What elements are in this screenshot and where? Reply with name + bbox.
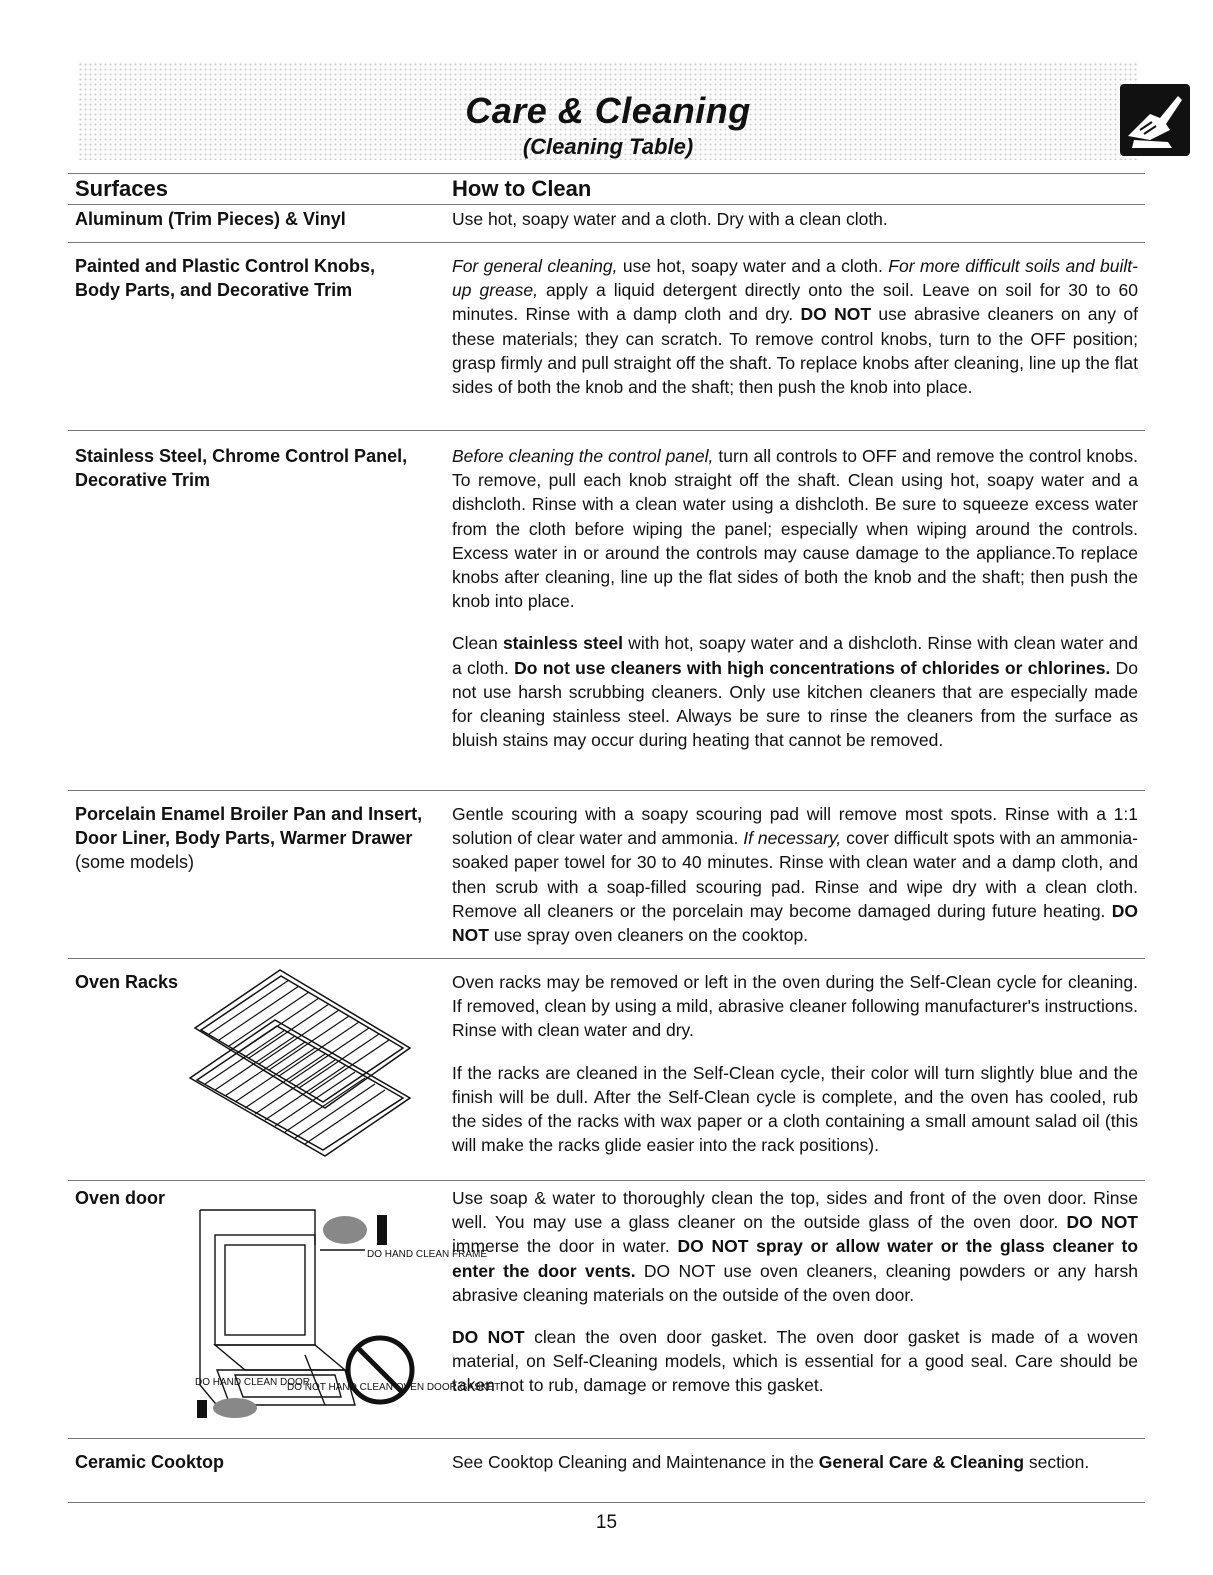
how-to-clean-header: How to Clean <box>452 176 592 201</box>
oven-door-illustration <box>195 1205 501 1435</box>
surfaces-header: Surfaces <box>75 176 168 201</box>
divider <box>68 1502 1145 1503</box>
clean-text: See Cooktop Cleaning and Maintenance in the <box>452 1452 819 1472</box>
divider <box>68 204 1145 205</box>
clean-text-bold: DO NOT <box>452 1327 525 1348</box>
clean-ceramic-cooktop <box>452 1450 1138 1486</box>
clean-text: If the racks are cleaned in the Self-Clean cycle, their color will turn slightly blue and the finish will be dull. After the Self-Clean cycle is complete, and the oven has cooled, rub the sides of the racks with wax paper or a cloth containing a small amount salad oil (this will make the racks glide easier into the rack positions). <box>452 1062 1138 1156</box>
surface-painted-plastic: Painted and Plastic Control Knobs, Body Parts, and Decorative Trim <box>75 256 376 300</box>
surface-stainless-steel: Stainless Steel, Chrome Control Panel, Decorative Trim <box>75 446 408 490</box>
clean-stainless-steel <box>452 444 1138 764</box>
clean-text-bold: DO NOT <box>800 304 872 325</box>
clean-text: immerse the door in water. <box>452 1236 678 1257</box>
clean-text: with hot, soapy water and a dishcloth. Rinse with clean water and a cloth. <box>452 633 1138 678</box>
page-title: Care & Cleaning <box>465 90 751 131</box>
clean-oven-door <box>452 1186 1138 1410</box>
divider <box>68 173 1145 174</box>
clean-text-bold: DO NOT <box>1066 1212 1138 1233</box>
divider <box>68 430 1145 431</box>
clean-text: use spray oven cleaners on the cooktop. <box>488 925 809 946</box>
clean-text-italic: For more difficult soils and built-up grease, <box>452 256 1138 301</box>
clean-text-italic: Before cleaning the control panel, <box>452 446 714 466</box>
surface-aluminum: Aluminum (Trim Pieces) & Vinyl <box>75 209 346 229</box>
surface-ceramic-cooktop: Ceramic Cooktop <box>75 1452 225 1472</box>
page-number: 15 <box>595 1512 618 1533</box>
clean-text: Use hot, soapy water and a cloth. Dry with a clean cloth. <box>452 209 888 229</box>
clean-text: clean the oven door gasket. The oven door gasket is made of a woven material, on Self-Cleaning models, which is essential for a good seal. Care should be taken not to rub, damage or remove this gasket. <box>452 1327 1139 1396</box>
clean-text: Use soap & water to thoroughly clean the top, sides and front of the oven door. Rinse well. You may use a glass cleaner on the outside glass of the oven door. <box>452 1188 1138 1233</box>
clean-text-bold: stainless steel <box>502 633 623 654</box>
clean-oven-racks <box>452 970 1138 1169</box>
oven-racks-illustration <box>185 968 415 1158</box>
label-do-not-hand-clean-gasket: DO NOT HAND CLEAN OVEN DOOR GASKET <box>287 1382 501 1393</box>
surface-oven-door: Oven door <box>75 1188 166 1208</box>
clean-text: Gentle scouring with a soapy scouring pad will remove most spots. Rinse with a 1:1 solution of clear water and ammonia. <box>452 804 1138 849</box>
divider <box>68 1438 1145 1439</box>
clean-text-italic: For general cleaning, <box>452 256 618 276</box>
clean-text-bold: DO NOT <box>452 900 1138 946</box>
clean-text: use hot, soapy water and a cloth. <box>617 256 889 276</box>
clean-text: apply a liquid detergent directly onto the soil. Leave on soil for 30 to 60 minutes. Rinse with a damp cloth and dry. <box>452 280 1138 325</box>
surface-note: (some models) <box>75 852 195 872</box>
clean-text: turn all controls to OFF and remove the control knobs. To remove, pull each knob straight off the shaft. Clean using hot, soapy water and a dishcloth. Rinse with a clean water using a dishcloth. Be sure to squeeze excess water from the cloth before wiping the panel; especially when wiping around the controls. Excess water in or around the controls may cause damage to the appliance.To replace knobs after cleaning, line up the flat sides of both the knob and the shaft; then push the knob into place. <box>452 446 1138 612</box>
divider <box>68 790 1145 791</box>
surface-label: Porcelain Enamel Broiler Pan and Insert, Door Liner, Body Parts, Warmer Drawer <box>75 804 423 848</box>
page-banner <box>78 62 1138 160</box>
clean-painted-plastic <box>452 254 1138 411</box>
clean-text-bold: General Care & Cleaning <box>818 1452 1025 1472</box>
divider <box>68 242 1145 243</box>
clean-text: Do not use harsh scrubbing cleaners. Only use kitchen cleaners that are especially made for cleaning stainless steel. Always be sure to rinse the cleaners from the surface as bluish stains may occur during heating that cannot be removed. <box>452 657 1138 751</box>
divider <box>68 958 1145 959</box>
clean-aluminum <box>452 207 1138 231</box>
clean-text: Clean <box>452 633 503 654</box>
cleaning-hand-icon <box>1120 84 1190 156</box>
surface-porcelain <box>75 802 425 874</box>
clean-text: section. <box>1024 1452 1090 1472</box>
clean-text-bold: DO NOT spray or allow water or the glass cleaner to enter the door vents. <box>452 1236 1139 1281</box>
label-do-hand-clean-door: DO HAND CLEAN DOOR <box>195 1377 311 1388</box>
surface-oven-racks: Oven Racks <box>75 972 179 992</box>
clean-text: use abrasive cleaners on any of these materials; they can scratch. To remove control knobs, turn to the OFF position; grasp firmly and pull straight off the shaft. To replace knobs after cleaning, line up the flat sides of both the knob and the shaft; then push the knob into place. <box>452 304 1138 398</box>
clean-text: Oven racks may be removed or left in the oven during the Self-Clean cycle for cleaning. If removed, clean by using a mild, abrasive cleaner following manufacturer's instructions. Rinse with clean water and dry. <box>452 972 1138 1041</box>
clean-text: cover difficult spots with an ammonia-soaked paper towel for 30 to 40 minutes. Rinse with clean water and a damp cloth, and then scrub with a soap-filled scouring pad. Rinse and wipe dry with a clean cloth. Remove all cleaners or the porcelain may become damaged during future heating. <box>452 828 1138 921</box>
clean-text-bold: Do not use cleaners with high concentrations of chlorides or chlorines. <box>514 657 1111 678</box>
clean-porcelain <box>452 802 1138 959</box>
label-do-hand-clean-frame: DO HAND CLEAN FRAME <box>367 1249 488 1260</box>
divider <box>68 1180 1145 1181</box>
page-subtitle: (Cleaning Table) <box>522 134 694 159</box>
clean-text-italic: If necessary, <box>743 828 842 849</box>
clean-text: DO NOT use oven cleaners, cleaning powders or any harsh abrasive cleaning materials on the outside of the oven door. <box>452 1260 1138 1305</box>
